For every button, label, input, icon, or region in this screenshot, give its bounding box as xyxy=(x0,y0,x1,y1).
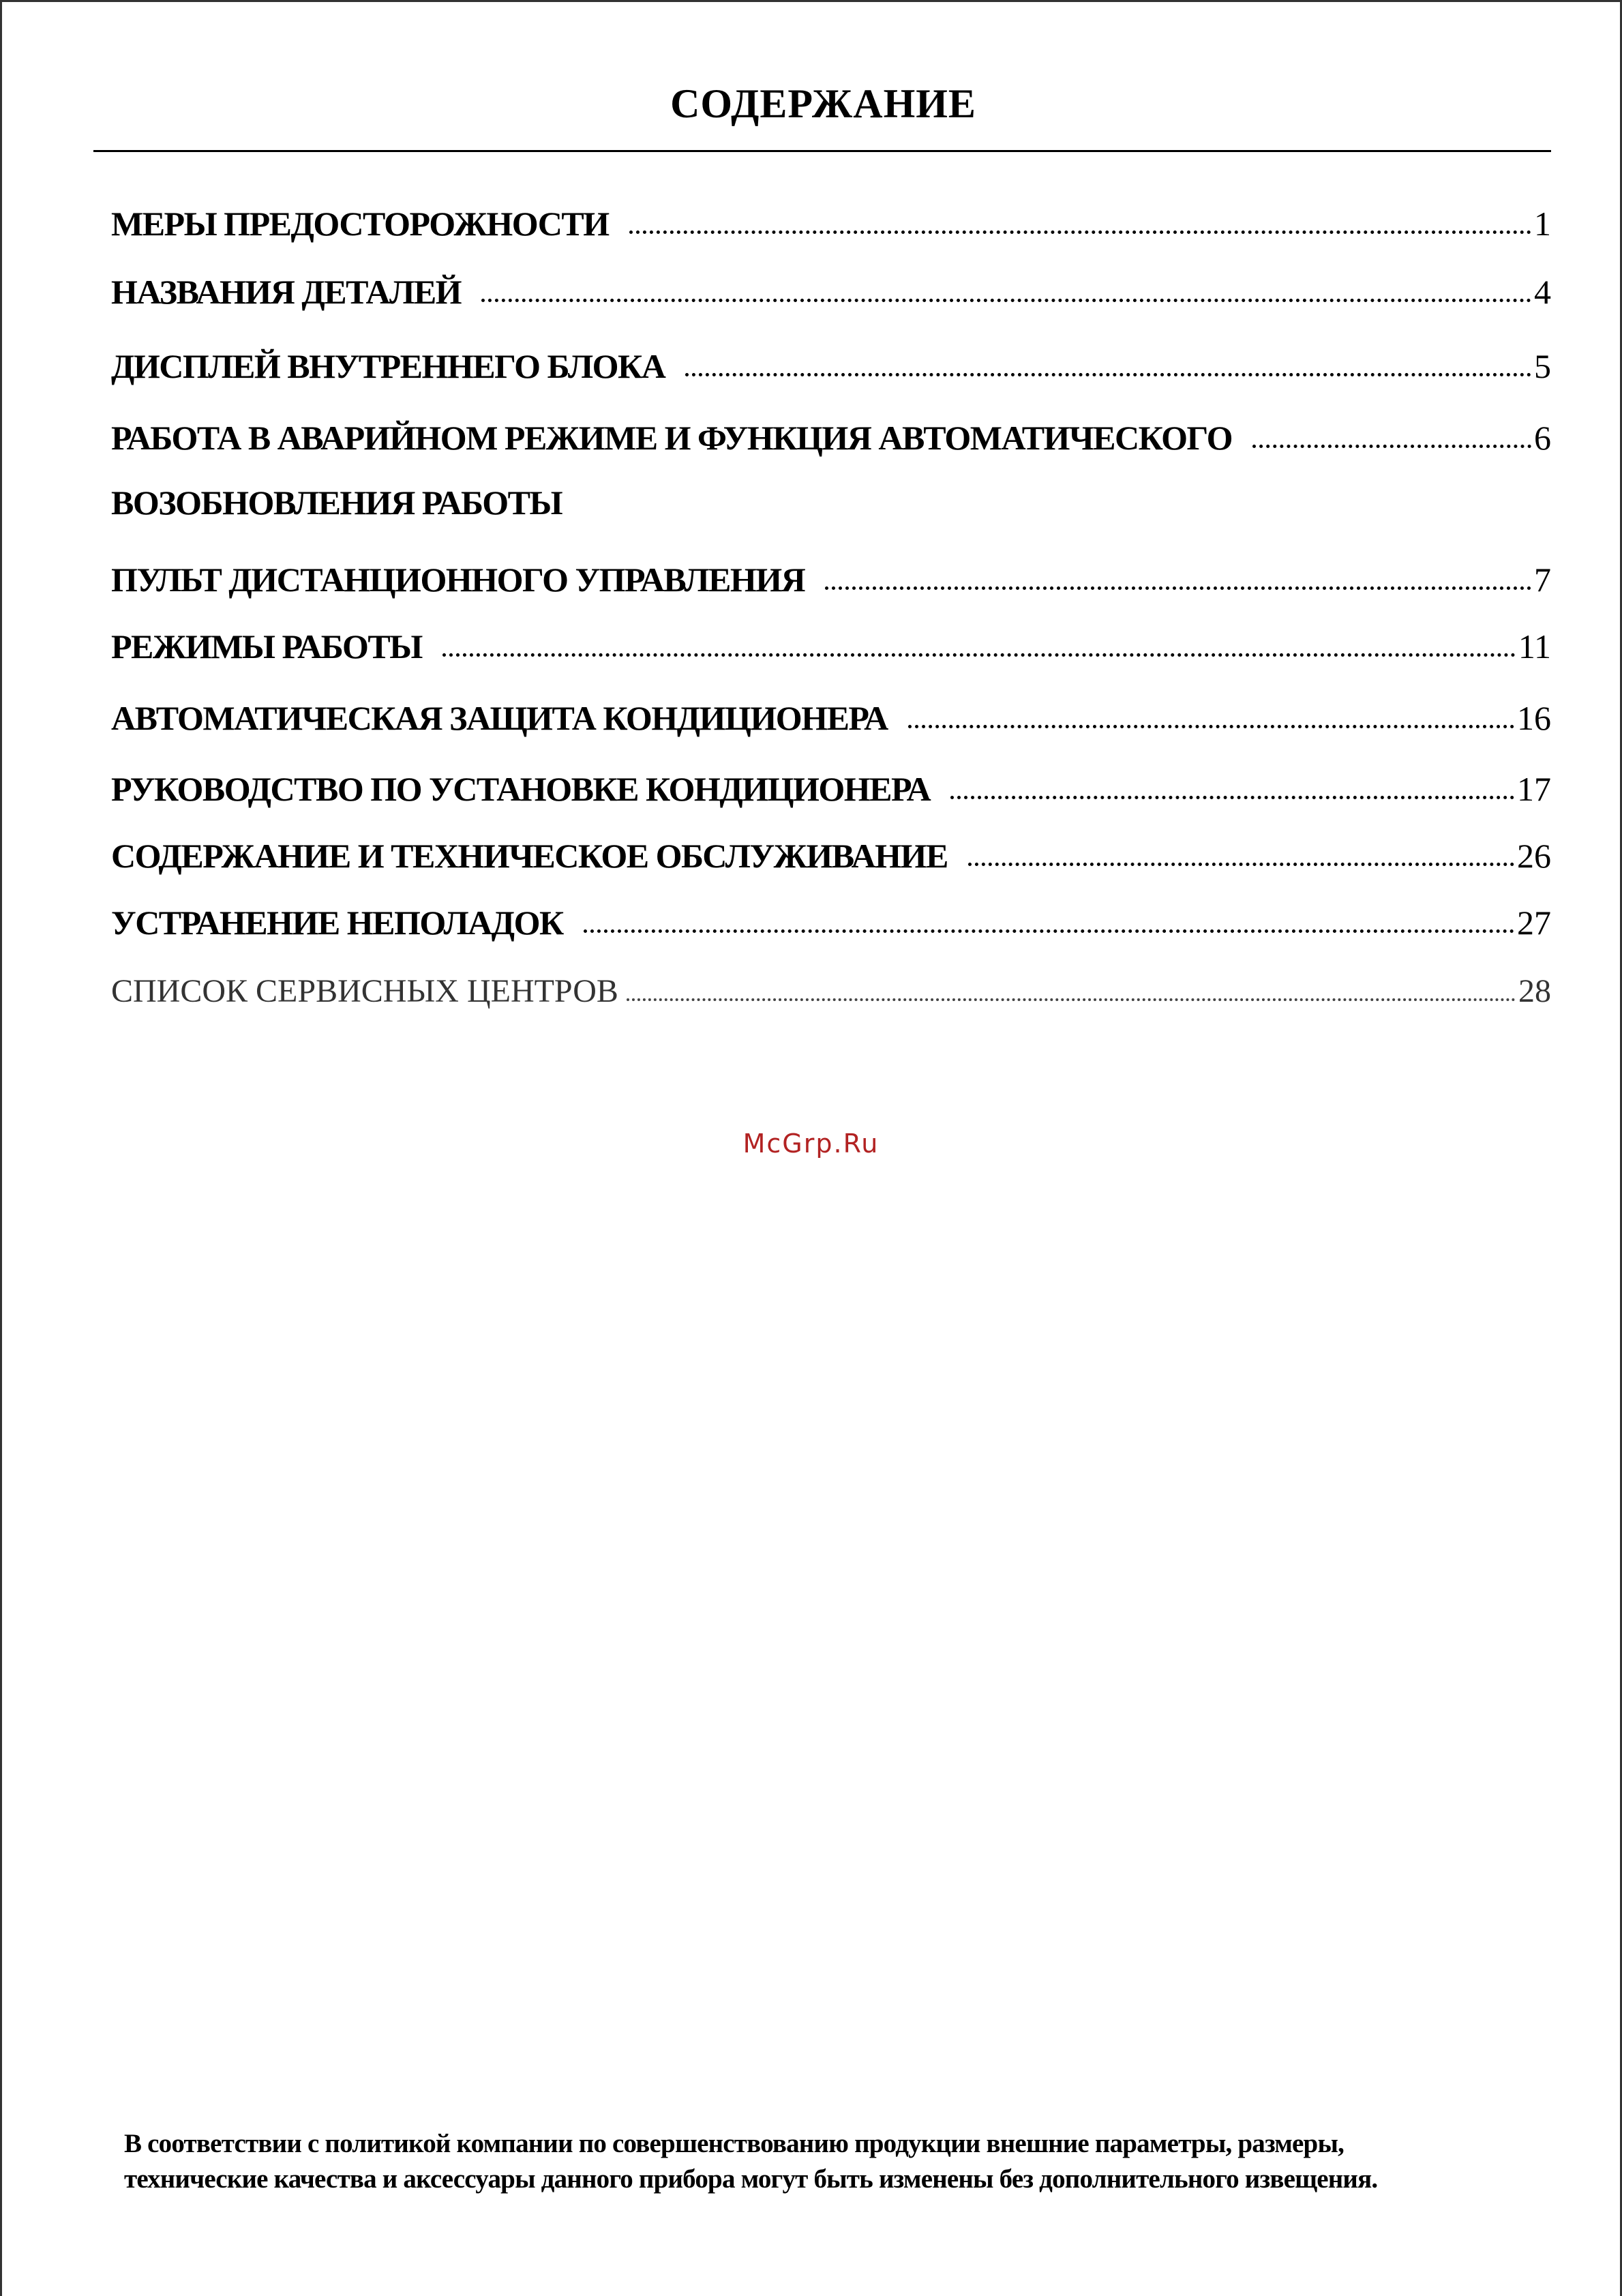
toc-entry[interactable] xyxy=(111,885,1551,940)
toc-entry[interactable] xyxy=(111,681,1551,735)
toc-entry-page: 16 xyxy=(1517,699,1551,737)
dot-leader xyxy=(481,299,1531,302)
dot-leader xyxy=(1252,445,1531,448)
toc-entry-label: РЕЖИМЫ РАБОТЫ xyxy=(111,627,422,666)
toc-entry-label: РАБОТА В АВАРИЙНОМ РЕЖИМЕ И ФУНКЦИЯ АВТОМАТИЧЕСКОГО xyxy=(111,419,1232,457)
toc-entry-label: ДИСПЛЕЙ ВНУТРЕННЕГО БЛОКА xyxy=(111,347,665,385)
toc-entry-label: РУКОВОДСТВО ПО УСТАНОВКЕ КОНДИЦИОНЕРА xyxy=(111,770,931,808)
toc-entry-page: 4 xyxy=(1534,273,1551,311)
toc-entry-page: 26 xyxy=(1517,837,1551,875)
toc-entry[interactable] xyxy=(111,254,1551,309)
toc-entry-label: СОДЕРЖАНИЕ И ТЕХНИЧЕСКОЕ ОБСЛУЖИВАНИЕ xyxy=(111,837,948,875)
toc-entry-page: 28 xyxy=(1518,973,1551,1009)
dot-leader xyxy=(584,929,1514,933)
disclaimer-line: технические качества и аксессуары данного прибора могут быть изменены без дополнительного извещения. xyxy=(124,2164,1378,2194)
toc-entry[interactable] xyxy=(111,953,1551,1008)
toc-entry[interactable] xyxy=(111,818,1551,873)
toc-entry[interactable] xyxy=(111,186,1551,241)
dot-leader xyxy=(629,230,1531,234)
toc-entry[interactable] xyxy=(111,542,1551,597)
toc-entry[interactable] xyxy=(111,609,1551,664)
toc-entry-label: УСТРАНЕНИЕ НЕПОЛАДОК xyxy=(111,904,563,942)
toc-entry-page: 6 xyxy=(1534,419,1551,457)
toc-entry-label: СПИСОК СЕРВИСНЫХ ЦЕНТРОВ xyxy=(111,973,618,1009)
dot-leader xyxy=(627,998,1516,1001)
toc-entry-page: 1 xyxy=(1534,205,1551,243)
toc-entry-label: АВТОМАТИЧЕСКАЯ ЗАЩИТА КОНДИЦИОНЕРА xyxy=(111,699,888,737)
disclaimer-line: В соответствии с политикой компании по совершенствованию продукции внешние параметры, размеры, xyxy=(124,2129,1345,2158)
dot-leader xyxy=(442,653,1516,657)
toc-entry-label: ПУЛЬТ ДИСТАНЦИОННОГО УПРАВЛЕНИЯ xyxy=(111,561,805,599)
toc-entry[interactable] xyxy=(111,751,1551,806)
toc-entry-label: НАЗВАНИЯ ДЕТАЛЕЙ xyxy=(111,273,462,311)
dot-leader xyxy=(825,586,1531,590)
page-title: СОДЕРЖАНИЕ xyxy=(670,81,976,126)
dot-leader xyxy=(968,863,1514,866)
toc-entry[interactable] xyxy=(111,400,1551,455)
dot-leader xyxy=(950,796,1514,799)
toc-entry-page: 5 xyxy=(1534,347,1551,385)
toc-entry-page: 17 xyxy=(1517,770,1551,808)
watermark-link[interactable]: McGrp.Ru xyxy=(742,1129,880,1159)
title-rule xyxy=(93,150,1551,152)
dot-leader xyxy=(685,373,1531,376)
toc-entry-page: 11 xyxy=(1518,627,1551,666)
toc-entry-page: 27 xyxy=(1517,904,1551,942)
toc-entry-continuation: ВОЗОБНОВЛЕНИЯ РАБОТЫ xyxy=(111,483,562,522)
disclaimer xyxy=(124,2126,1529,2197)
toc-entry-label: МЕРЫ ПРЕДОСТОРОЖНОСТИ xyxy=(111,205,609,243)
toc-entry[interactable] xyxy=(111,329,1551,383)
toc-entry-page: 7 xyxy=(1534,561,1551,599)
dot-leader xyxy=(908,725,1514,728)
